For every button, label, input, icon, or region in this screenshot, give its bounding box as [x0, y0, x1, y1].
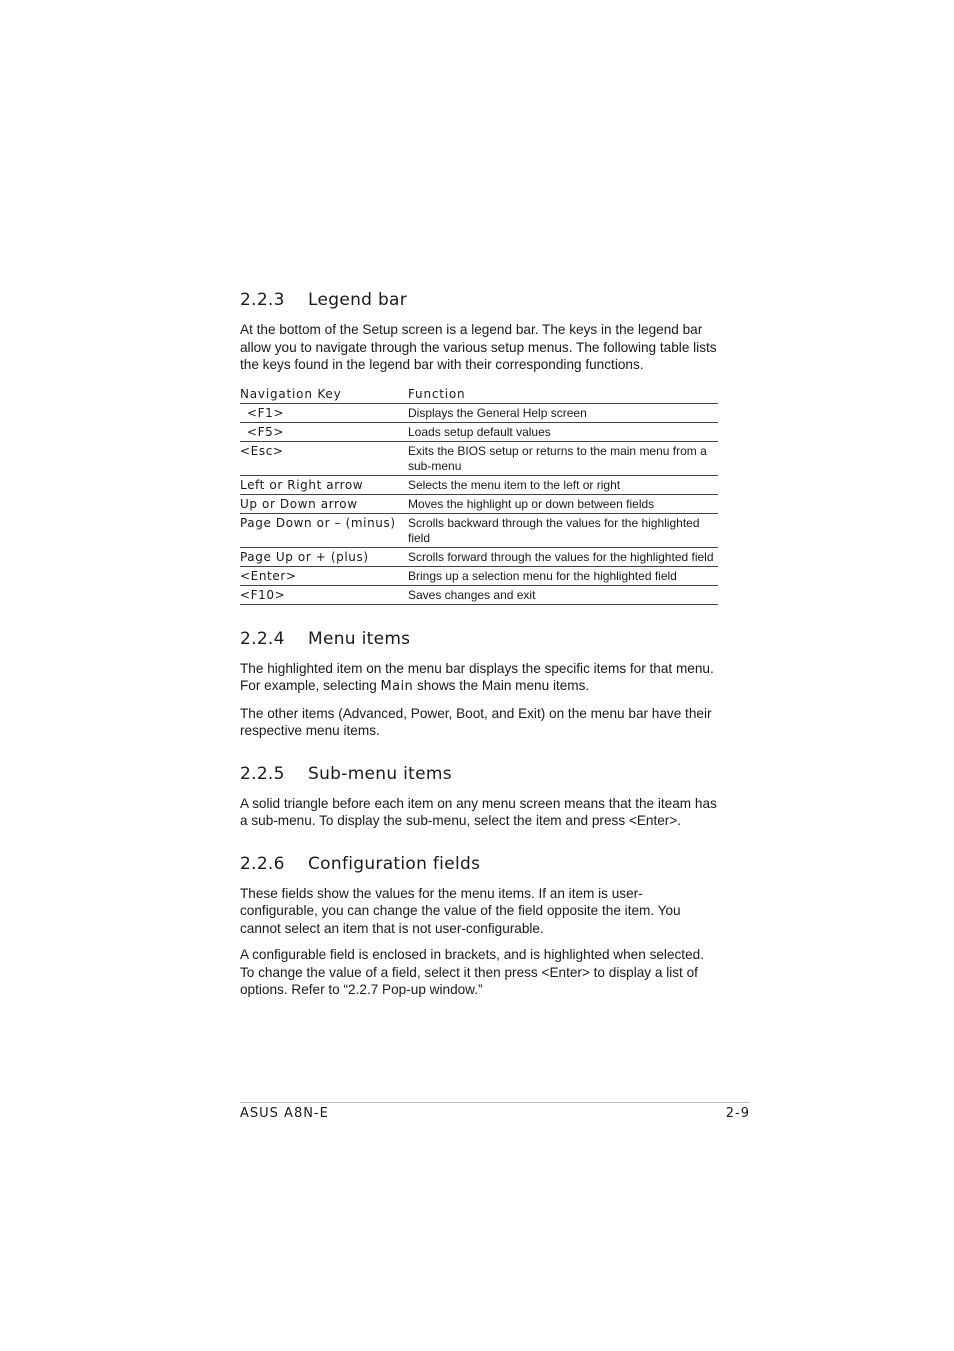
key-cell: <Esc> — [240, 441, 408, 475]
text-run: The highlighted item on the menu bar displays the specific items for that menu. For example, selecting — [240, 660, 714, 693]
function-cell: Selects the menu item to the left or right — [408, 475, 718, 494]
table-row — [240, 585, 718, 604]
key-cell: <F10> — [240, 585, 408, 604]
section-menu-items — [240, 629, 718, 740]
section-number: 2.2.5 — [240, 763, 285, 784]
legend-intro-paragraph: At the bottom of the Setup screen is a legend bar. The keys in the legend bar allow you to navigate through the various setup menus. The following table lists the keys found in the legend bar with their corresponding functions. — [240, 322, 717, 372]
key-cell: Page Down or – (minus) — [240, 513, 408, 547]
function-cell: Displays the General Help screen — [408, 403, 718, 422]
section-title: Menu items — [308, 628, 411, 649]
menu-items-paragraph-1 — [240, 660, 718, 696]
page-content — [240, 288, 718, 999]
config-paragraph-2: A configurable field is enclosed in brackets, and is highlighted when selected. To change the value of a field, select it then press <Enter> to display a list of options. Refer to “2.2.7 Pop-up window.” — [240, 947, 704, 997]
function-cell: Scrolls forward through the values for the highlighted field — [408, 547, 718, 566]
section-sub-menu-items — [240, 764, 718, 830]
section-heading-sub-menu-items — [240, 764, 718, 784]
section-title: Sub-menu items — [308, 763, 452, 784]
page-footer — [240, 1102, 750, 1121]
function-cell: Brings up a selection menu for the highlighted field — [408, 566, 718, 585]
function-cell: Loads setup default values — [408, 422, 718, 441]
function-cell: Scrolls backward through the values for the highlighted field — [408, 513, 718, 547]
table-row — [240, 547, 718, 566]
section-number: 2.2.4 — [240, 628, 285, 649]
footer-page-number: 2-9 — [725, 1106, 750, 1121]
legend-keys-table — [240, 387, 718, 605]
table-row — [240, 441, 718, 475]
key-cell: <Enter> — [240, 566, 408, 585]
table-row — [240, 513, 718, 547]
key-cell: <F1> — [240, 403, 408, 422]
key-cell: <F5> — [240, 422, 408, 441]
column-header-function: Function — [408, 387, 718, 404]
config-paragraph-1: These fields show the values for the menu items. If an item is user-configurable, you can change the value of the field opposite the item. You cannot select an item that is not user-configurable. — [240, 885, 681, 936]
text-run: shows the Main menu items. — [413, 678, 590, 693]
table-row — [240, 494, 718, 513]
function-cell: Saves changes and exit — [408, 585, 718, 604]
function-cell: Moves the highlight up or down between fields — [408, 494, 718, 513]
column-header-key: Navigation Key — [240, 387, 408, 404]
section-number: 2.2.6 — [240, 853, 285, 874]
key-cell: Page Up or + (plus) — [240, 547, 408, 566]
section-heading-legend-bar — [240, 290, 718, 310]
key-cell: Up or Down arrow — [240, 494, 408, 513]
menu-items-paragraph-2: The other items (Advanced, Power, Boot, and Exit) on the menu bar have their respective menu items. — [240, 705, 712, 738]
section-number: 2.2.3 — [240, 290, 285, 310]
sub-menu-paragraph: A solid triangle before each item on any menu screen means that the iteam has a sub-menu. To display the sub-menu, select the item and press <Enter>. — [240, 795, 717, 828]
table-header-row — [240, 387, 718, 404]
footer-product-name: ASUS A8N-E — [240, 1106, 329, 1121]
main-term: Main — [380, 679, 414, 694]
table-row — [240, 475, 718, 494]
section-heading-configuration-fields — [240, 854, 718, 874]
section-title: Configuration fields — [308, 853, 481, 874]
function-cell: Exits the BIOS setup or returns to the main menu from a sub-menu — [408, 441, 718, 475]
section-title: Legend bar — [308, 290, 408, 310]
key-cell: Left or Right arrow — [240, 475, 408, 494]
section-configuration-fields — [240, 854, 718, 999]
table-row — [240, 422, 718, 441]
table-row — [240, 566, 718, 585]
table-row — [240, 403, 718, 422]
section-heading-menu-items — [240, 629, 718, 649]
